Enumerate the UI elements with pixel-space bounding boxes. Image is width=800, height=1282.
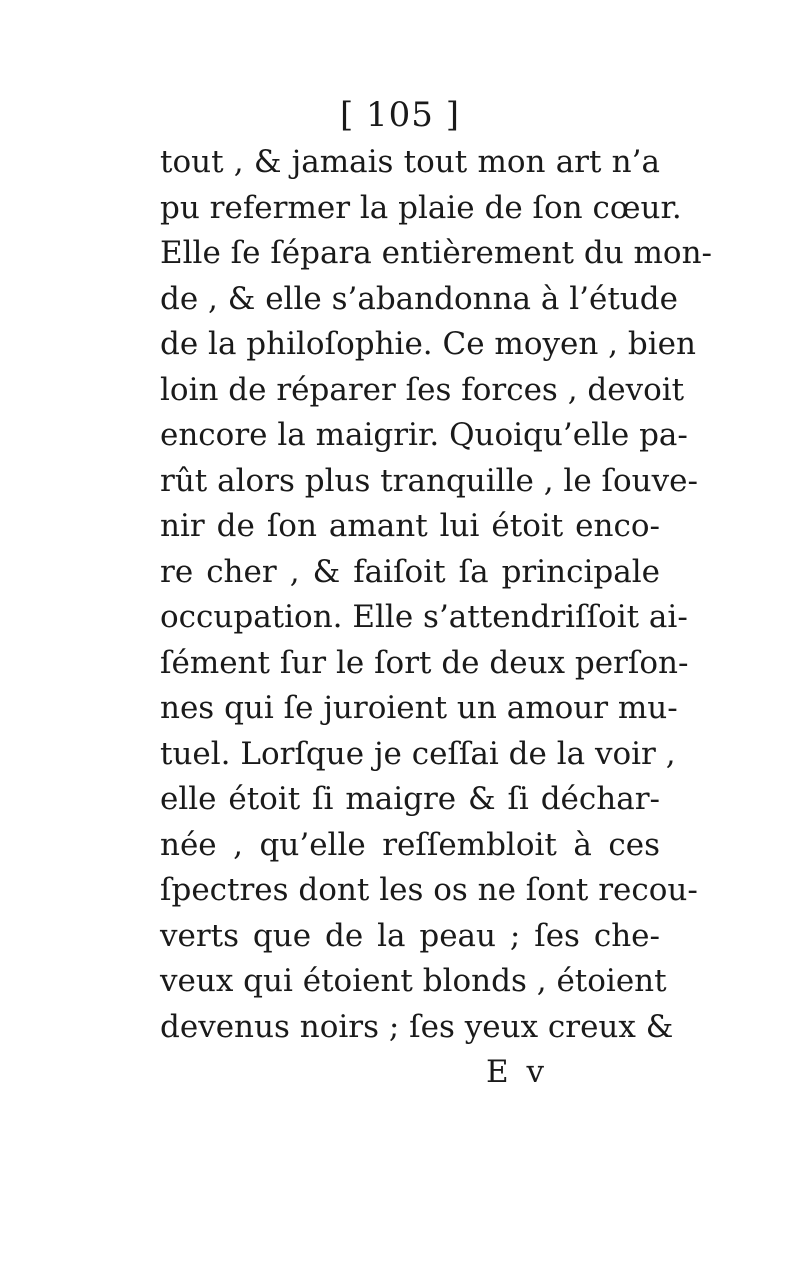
signature-mark: E v [486, 1054, 548, 1090]
text-line: occupation. Elle s’attendriſſoit ai- [160, 599, 688, 635]
text-line: verts que de la peau ; ſes che- [160, 917, 660, 954]
text-line: ſpectres dont les os ne ſont recou- [160, 872, 698, 908]
text-line: nes qui ſe juroient un amour mu- [160, 690, 678, 726]
text-line: veux qui étoient blonds , étoient [160, 963, 667, 999]
text-line: devenus noirs ; ſes yeux creux & [160, 1008, 674, 1045]
text-line: tuel. Lorſque je ceſſai de la voir , [160, 735, 676, 772]
text-line: nir de ſon amant lui étoit enco- [160, 508, 660, 544]
text-line: de la philoſophie. Ce moyen , bien [160, 326, 696, 362]
text-line: tout , & jamais tout mon art n’a [160, 144, 660, 180]
text-line: rût alors plus tranquille , le ſouve- [160, 462, 698, 499]
text-line: née , qu’elle reſſembloit à ces [160, 826, 660, 863]
text-line: Elle ſe ſépara entièrement du mon- [160, 235, 713, 271]
body-text [160, 140, 713, 1050]
text-line: pu refermer la plaie de ſon cœur. [160, 189, 682, 226]
text-line: de , & elle s’abandonna à l’étude [160, 280, 678, 317]
text-line: re cher , & faiſoit ſa principale [160, 553, 660, 590]
text-line: encore la maigrir. Quoiqu’elle pa- [160, 417, 688, 453]
text-line: elle étoit ſi maigre & ſi déchar- [160, 781, 660, 817]
text-line: ſément ſur le ſort de deux perſon- [160, 644, 689, 681]
text-line: loin de réparer ſes forces , devoit [160, 371, 685, 408]
page-number: [ 105 ] [339, 95, 461, 135]
